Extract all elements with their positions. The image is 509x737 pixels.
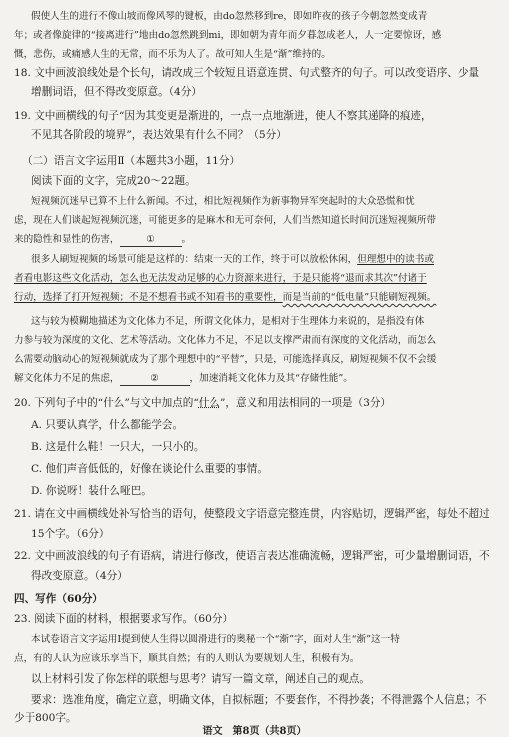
writing-requirements-cont: 少于800字。 [14, 712, 77, 724]
dotted-word: 什么 [198, 397, 220, 409]
passage-line: 假使人生的进行不像山坡而像风琴的键板，由do忽然移到re，即如昨夜的孩子今朝忽然变成青 [31, 11, 428, 22]
question-22: 22. 文中画波浪线的句子有语病，请进行修改，使语言表达准确流畅，逻辑严密，可少量增删词语，不 [14, 550, 490, 562]
writing-prompt: 以上材料引发了你怎样的联想与思考？请写一篇文章，阐述自己的观点。 [31, 673, 370, 685]
option-b: B. 这是什么鞋！一只大，一只小的。 [31, 441, 205, 453]
passage-line [14, 291, 436, 305]
option-c: C. 他们声音低低的，好像在谈论什么重要的事情。 [31, 463, 268, 475]
option-d: D. 你说呀！装什么哑巴。 [31, 485, 152, 497]
question-18-cont: 增删词语，但不得改变原意。（4分） [31, 86, 202, 98]
passage-line [31, 253, 434, 267]
passage-line: 年；或者像旋律的“接离进行”地由do忽然跳到mi，即如朝为青年而夕暮忽成老人，人一定要惊讶，感 [14, 30, 442, 41]
passage-text: 解文化体力不足的焦虑， [14, 373, 120, 384]
option-a: A. 只要认真学，什么都能学会。 [31, 419, 184, 431]
passage-line: 短视频沉迷早已算不上什么新闻。不过，相比短视频作为新事物异军突起时的大众恐慌和忧 [31, 196, 415, 207]
passage-line [14, 233, 191, 247]
passage-line: 这与较为模糊地描述为文化体力不足，所谓文化体力，是相对于生理体力来说的，是指没有体 [31, 316, 425, 327]
page-footer: 语文 第8页（共8页） [202, 726, 307, 737]
reading-instruction: 阅读下面的文字，完成20～22题。 [31, 175, 196, 187]
answer-blank-2: ② [120, 373, 190, 386]
question-18: 18. 文中画波浪线处是个长句，请改成三个较短且语意连贯、句式整齐的句子。可以改变语序、少量 [14, 67, 480, 79]
passage-line: 慨，悲伤，或痛感人生的无常，而不乐为人了。故可知人生是“渐”维持的。 [14, 49, 331, 60]
section-heading: 四、写作（60分） [14, 593, 103, 605]
wavy-underlined-sentence: 而是当前的“低电量”只能刷短视频。 [282, 292, 437, 303]
passage-text: ，加速消耗文化体力及其“存储性能”。 [189, 373, 353, 384]
material-line: 本试卷语言文字运用Ⅰ提到使人生得以圆滑进行的奥秘一个“渐”字，面对人生“渐”这一特 [31, 634, 400, 645]
passage-line [14, 272, 427, 286]
question-21: 21. 请在文中画横线处补写恰当的语句，使整段文字语意完整连贯，内容贴切，逻辑严密，每处不超过 [14, 508, 490, 520]
passage-text: 很多人刷短视频的场景可能是这样的：结束一天的工作，终于可以放松休闲， [31, 254, 358, 265]
passage-line: 力参与较为深度的文化、艺术等活动。文化体力不足，不足以支撑严肃而有深度的文化活动，而怎么 [14, 335, 437, 346]
passage-text: 来的隐性和显性的伤害， [14, 234, 120, 245]
question-21-cont: 15个字。（6分） [31, 528, 110, 540]
section-heading: （二）语言文字运用Ⅱ（本题共3小题，11分） [22, 155, 241, 167]
question-23: 23. 阅读下面的材料，根据要求写作。（60分） [14, 613, 234, 625]
underlined-sentence: 但理想中的读书或 [357, 254, 434, 265]
writing-requirements: 要求：选准角度，确定立意，明确文体，自拟标题；不要套作，不得抄袭；不得泄露个人信息；不 [31, 694, 487, 706]
passage-line: 么需要动脑动心的短视频就成为了那个理想中的“平替”，只是，可能选择真反，刷短视频不仅不会缓 [14, 354, 437, 365]
material-line: 点，有的人认为应该乐享当下，顺其自然；有的人则认为要规划人生，积极有为。 [14, 653, 360, 664]
question-19: 19. 文中画横线的句子“因为其变更是渐进的，一点一点地渐进，使人不察其递降的痕迹， [14, 110, 432, 122]
passage-text: 。 [181, 234, 192, 245]
question-20 [14, 396, 391, 410]
passage-line [14, 372, 353, 386]
question-19-cont: 不见其各阶段的境界”，表达效果有什么不同？（5分） [31, 129, 287, 141]
question-22-cont: 得改变原意。（4分） [31, 570, 128, 582]
underlined-sentence: 行动，选择了打开短视频；不是不想看书或不知看书的重要性， [14, 292, 283, 303]
answer-blank-1: ① [120, 234, 182, 247]
passage-line: 虑，现在人们谈起短视频沉迷，可能更多的是麻木和无可奈何，人们当然知道长时间沉迷短视频所带 [14, 215, 437, 226]
question-text: 20. 下列句子中的“什么”与文中加点的“ [14, 397, 199, 409]
question-text: ”，意义和用法相同的一项是（3分） [219, 397, 392, 409]
underlined-sentence: 者看电影这些文化活动，怎么也无法发动足够的心力资源来进行，于是只能将“退而求其次”付诸于 [14, 273, 427, 284]
